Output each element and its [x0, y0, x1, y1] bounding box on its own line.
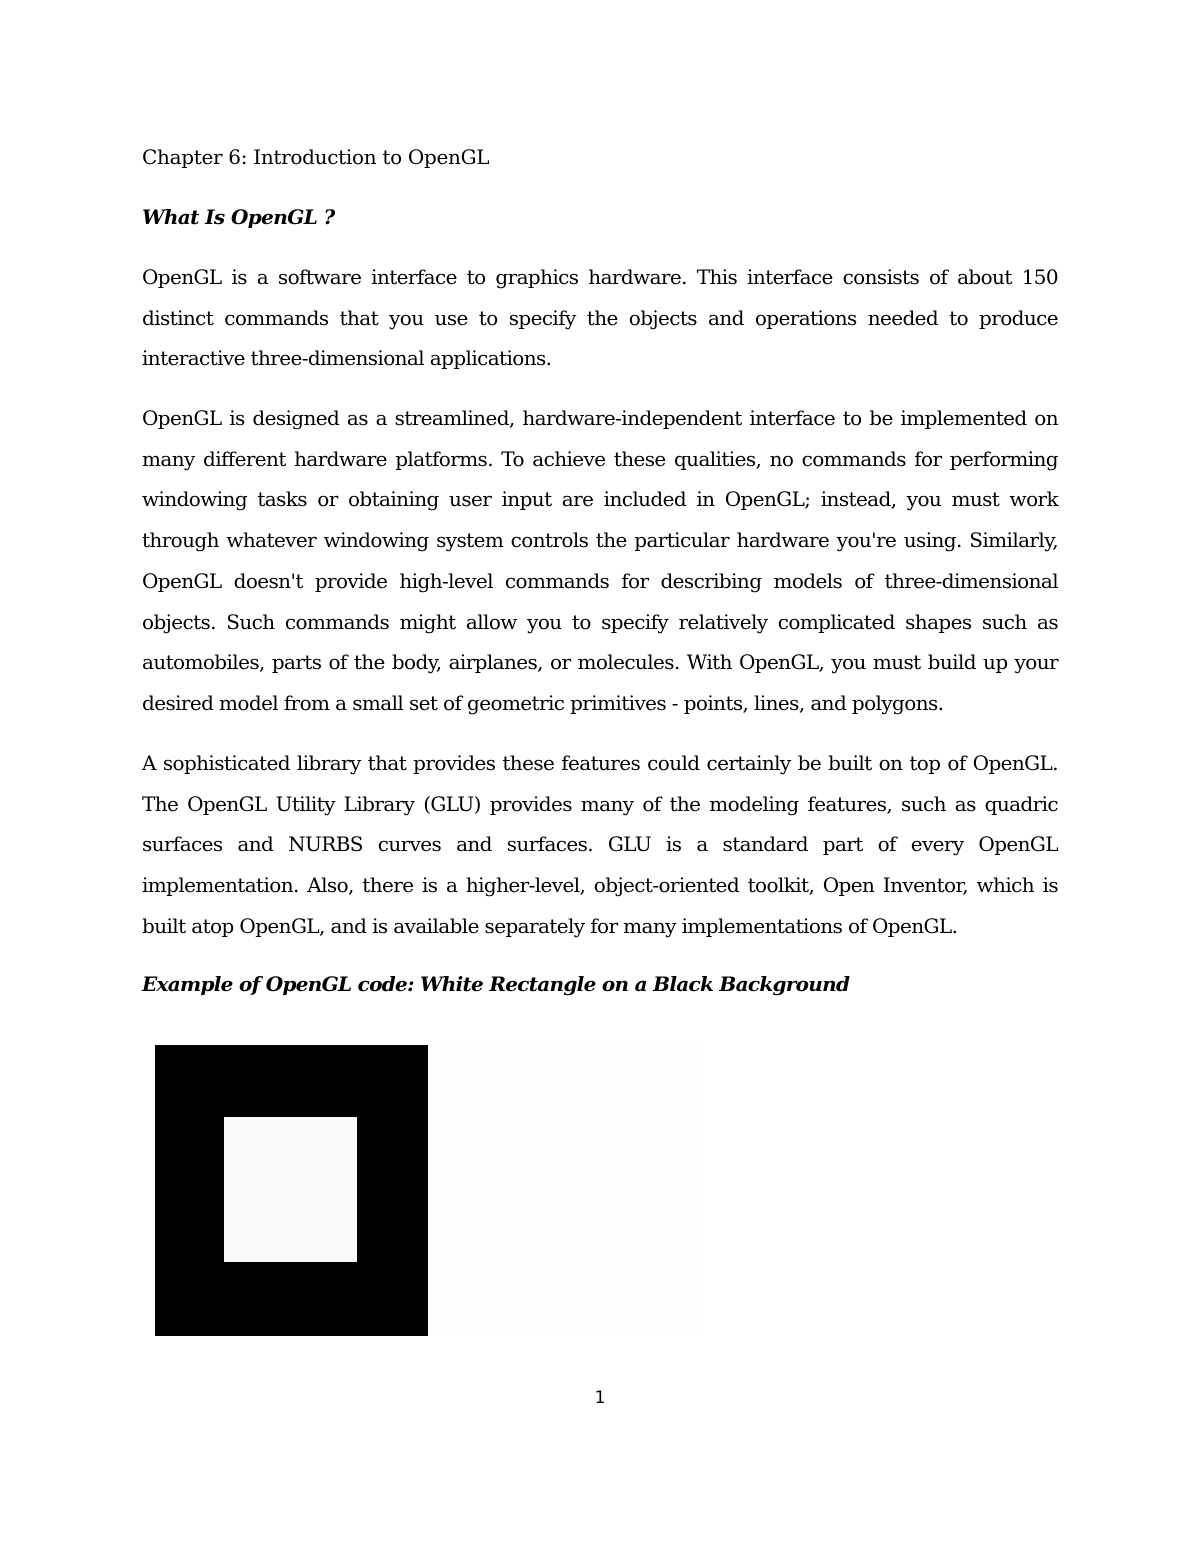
white-rectangle: [224, 1117, 357, 1262]
example-title: Example of OpenGL code: White Rectangle on a Black Background: [142, 972, 850, 996]
section-title: What Is OpenGL ?: [142, 205, 335, 229]
page-number: 1: [594, 1388, 606, 1408]
chapter-title: Chapter 6: Introduction to OpenGL: [142, 145, 490, 169]
figure-blank-area: [428, 1045, 705, 1336]
paragraph-what-is-opengl: OpenGL is a software interface to graphics hardware. This interface consists of about 150 distinct commands that you use to specify the objects and operations needed to produce interactive three-dimensional applications.: [142, 265, 1058, 371]
opengl-example-figure: [155, 1045, 705, 1336]
paragraph-hardware-independent: OpenGL is designed as a streamlined, hardware-independent interface to be implemented on many different hardware platforms. To achieve these qualities, no commands for performing windowing tasks or obtaining user input are included in OpenGL; instead, you must work through whatever windowing system controls the particular hardware you're using. Similarly, OpenGL doesn't provide high-level commands for describing models of three-dimensional objects. Such commands might allow you to specify relatively complicated shapes such as automobiles, parts of the body, airplanes, or molecules. With OpenGL, you must build up your desired model from a small set of geometric primitives - points, lines, and polygons.: [142, 406, 1058, 715]
black-background-window: [155, 1045, 428, 1336]
paragraph-glu-library: A sophisticated library that provides these features could certainly be built on top of OpenGL. The OpenGL Utility Library (GLU) provides many of the modeling features, such as quadric surfaces and NURBS curves and surfaces. GLU is a standard part of every OpenGL implementation. Also, there is a higher-level, object-oriented toolkit, Open Inventor, which is built atop OpenGL, and is available separately for many implementations of OpenGL.: [142, 751, 1058, 938]
